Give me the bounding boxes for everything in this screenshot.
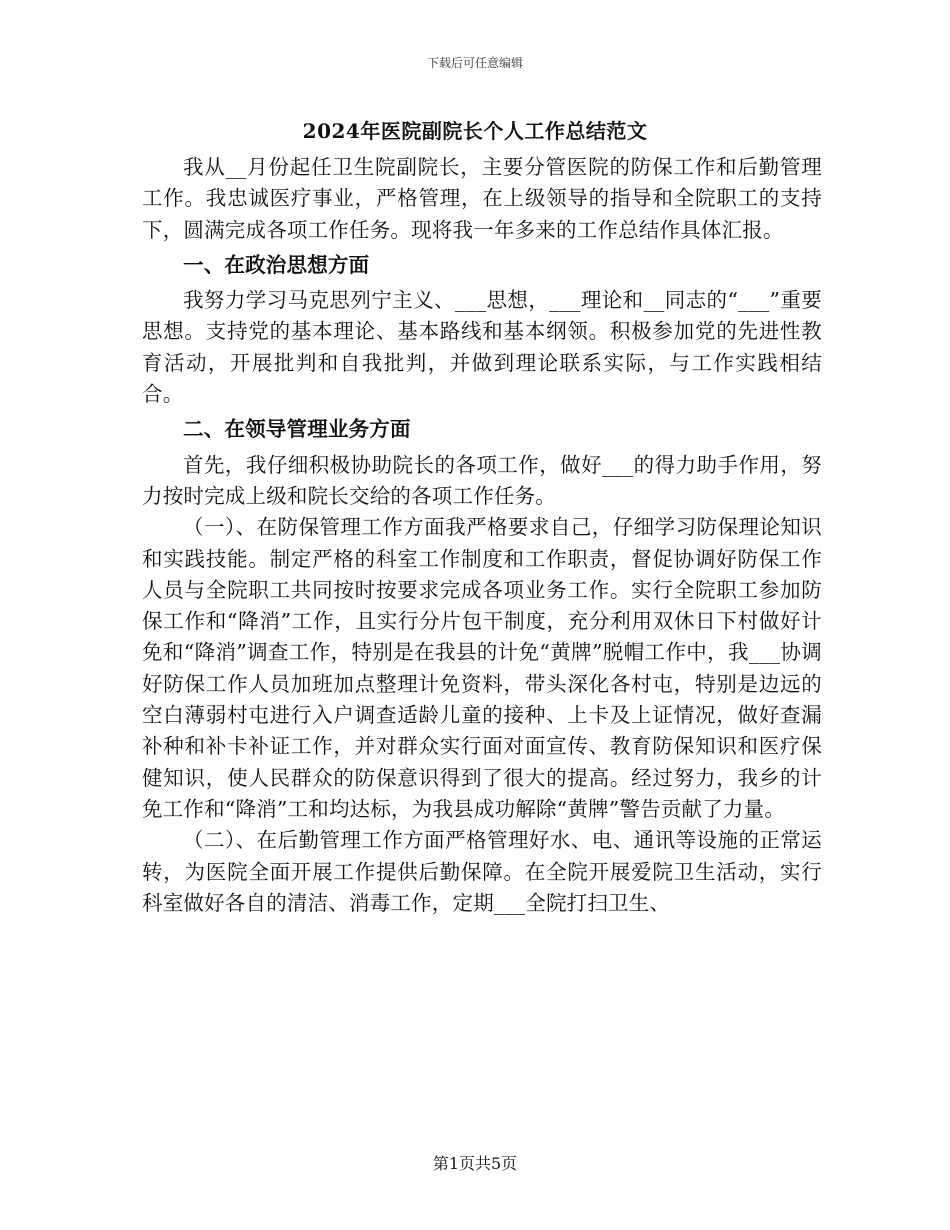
paragraph-intro: 我从__月份起任卫生院副院长，主要分管医院的防保工作和后勤管理工作。我忠诚医疗事业，严格管理，在上级领导的指导和全院职工的支持下，圆满完成各项工作任务。现将我一年多来的工作总结作具体汇报。 [142, 155, 822, 242]
paragraph-political: 我努力学习马克思列宁主义、___思想，___理论和__同志的“___”重要思想。支持党的基本理论、基本路线和基本纲领。积极参加党的先进性教育活动，开展批判和自我批判，并做到理论联系实际，与工作实践相结合。 [142, 288, 822, 407]
page-footer: 第1页共5页 [432, 1154, 518, 1173]
paragraph-logistics: （二）、在后勤管理工作方面严格管理好水、电、通讯等设施的正常运转，为医院全面开展工作提供后勤保障。在全院开展爱院卫生活动，实行科室做好各自的清洁、消毒工作，定期___全院打扫卫生、 [142, 828, 822, 915]
paragraph-epidemic-prevention: （一）、在防保管理工作方面我严格要求自己，仔细学习防保理论知识和实践技能。制定严格的科室工作制度和工作职责，督促协调好防保工作人员与全院职工共同按时按要求完成各项业务工作。实行全院职工参加防保工作和“降消”工作，且实行分片包干制度，充分利用双休日下村做好计免和“降消”调查工作，特别是在我县的计免“黄牌”脱帽工作中，我___协调好防保工作人员加班加点整理计免资料，带头深化各村屯，特别是边远的空白薄弱村屯进行入户调查适龄儿童的接种、上卡及上证情况，做好查漏补种和补卡补证工作，并对群众实行面对面宣传、教育防保知识和医疗保健知识，使人民群众的防保意识得到了很大的提高。经过努力，我乡的计免工作和“降消”工和均达标，为我县成功解除“黄牌”警告贡献了力量。 [142, 515, 822, 821]
section-heading-management: 二、在领导管理业务方面 [183, 417, 411, 442]
paragraph-management-intro: 首先，我仔细积极协助院长的各项工作，做好___的得力助手作用，努力按时完成上级和院长交给的各项工作任务。 [142, 452, 822, 508]
header-note: 下载后可任意编辑 [426, 56, 523, 70]
document-title: 2024年医院副院长个人工作总结范文 [302, 119, 648, 143]
section-heading-political: 一、在政治思想方面 [183, 252, 370, 277]
document-body [142, 152, 822, 919]
